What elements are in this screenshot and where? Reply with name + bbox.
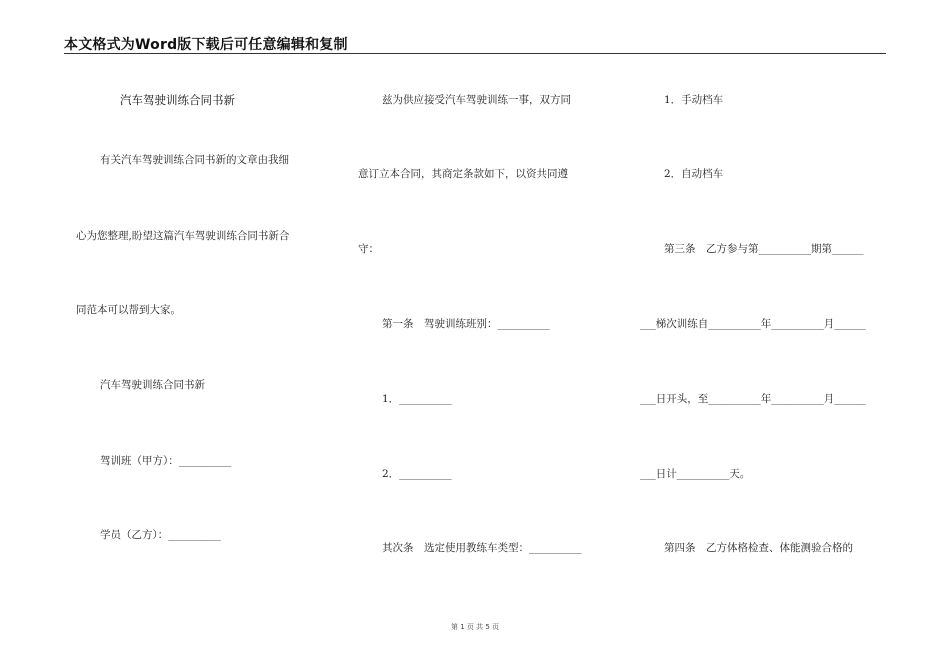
preamble-line-2: 意订立本合同，其商定条款如下，以资共同遵: [358, 168, 568, 180]
car-type-manual: 1．手动档车: [664, 94, 724, 106]
car-type-automatic: 2．自动档车: [664, 168, 724, 180]
article-4-line: 第四条 乙方体格检查、体能测验合格的: [664, 542, 853, 554]
article-3-line-2: ___梯次训练自__________年__________月______: [640, 318, 866, 330]
header-title: 本文格式为Word版下载后可任意编辑和复制: [64, 37, 348, 53]
page-footer: 第 1 页 共 5 页: [450, 623, 500, 631]
intro-line-2: 心为您整理,盼望这篇汽车驾驶训练合同书新合: [76, 230, 290, 242]
document-title: 汽车驾驶训练合同书新: [120, 93, 235, 107]
article-2-line: 其次条 选定使用教练车类型：__________: [382, 542, 582, 554]
preamble-line-3: 守：: [358, 243, 379, 255]
intro-line-3: 同范本可以帮到大家。: [76, 304, 181, 316]
article-3-line-1: 第三条 乙方参与第__________期第______: [664, 243, 864, 255]
article-1-item-2: 2．__________: [382, 468, 452, 480]
article-1-item-1: 1．__________: [382, 393, 452, 405]
header-divider: [64, 53, 886, 54]
party-a-line: 驾训班（甲方）：__________: [100, 455, 232, 467]
party-b-line: 学员（乙方）：__________: [100, 529, 221, 541]
article-3-line-4: ___日计__________天。: [640, 468, 751, 480]
document-header: [64, 34, 886, 54]
article-3-line-3: ___日开头，至__________年__________月______: [640, 393, 866, 405]
contract-heading: 汽车驾驶训练合同书新: [100, 379, 205, 391]
intro-line-1: 有关汽车驾驶训练合同书新的文章由我细: [100, 154, 289, 166]
article-1-line: 第一条 驾驶训练班别：__________: [382, 318, 550, 330]
preamble-line-1: 兹为供应接受汽车驾驶训练一事，双方同: [382, 94, 571, 106]
